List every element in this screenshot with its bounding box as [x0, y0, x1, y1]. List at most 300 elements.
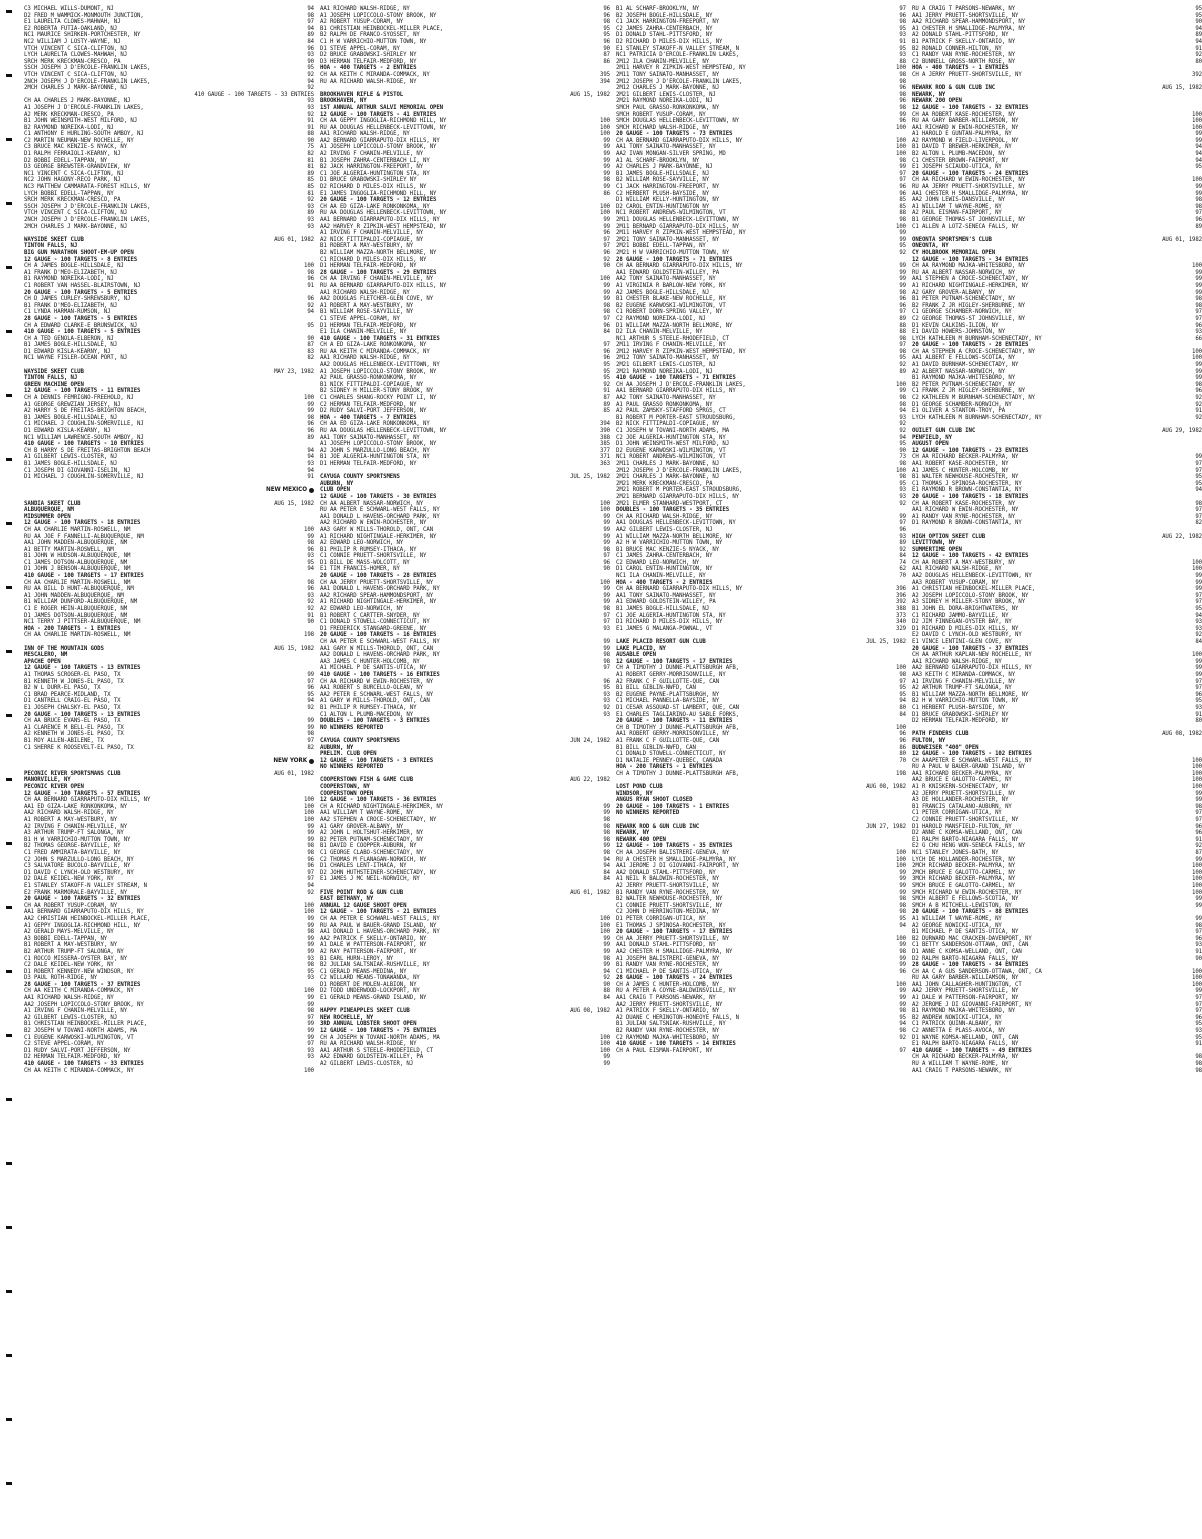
class-and-shooter: CH AA STEPHEN A CROCE-SCHENECTADY, NY [912, 348, 1035, 355]
score: 95 [603, 685, 610, 692]
result-row [616, 520, 906, 527]
result-row [616, 290, 906, 297]
score: 96 [899, 98, 906, 105]
score: 99 [899, 988, 906, 995]
result-row [912, 830, 1202, 837]
score: 97 [603, 665, 610, 672]
result-row [24, 738, 314, 745]
class-and-shooter: CH A JAMES BOGLE-HILLSDALE, NJ [24, 263, 124, 270]
score: 99 [1195, 671, 1202, 678]
result-row [320, 613, 610, 620]
class-and-shooter: RU AA PAUL W BAUER-GRAND ISLAND, NY [320, 922, 437, 929]
score: 94 [603, 968, 610, 975]
result-row [912, 296, 1202, 303]
class-and-shooter: D1 ANNE C KOMSA-WELLAND, ONT, CAN [912, 948, 1022, 955]
heading-text: COOPERSTOWN, NY [320, 784, 370, 791]
class-and-shooter: AA1 BERNARD GIARRAPUTO-DIX HILLS, NY [616, 388, 736, 395]
class-and-shooter: AA1 TONY SAINATO-MANHASSET, NY [320, 434, 420, 441]
score: 100 [896, 124, 906, 131]
class-and-shooter: 2M21 CHARLES J MARK-BAYONNE, NJ [616, 474, 720, 481]
result-row [24, 283, 314, 290]
score: 89 [307, 210, 314, 217]
class-and-shooter: SMCH ALBERT E FELLOWS-SCOTIA, NY [912, 896, 1019, 903]
result-row [912, 131, 1202, 138]
heading-text: 20 GAUGE - 100 TARGETS - 28 ENTRIES [912, 342, 1029, 349]
class-and-shooter: A1 DALE W PATTERSON-FAIRPORT, NY [912, 995, 1019, 1002]
class-and-shooter: C2 ANNETTA E PLASS-AVOCA, NY [912, 1028, 1006, 1035]
class-and-shooter: RU A CHESTER H SMALLIDGE-PALMYRA, NY [616, 856, 736, 863]
result-row [320, 639, 610, 646]
score: 85 [899, 203, 906, 210]
score: 96 [1195, 1014, 1202, 1021]
result-row [616, 105, 906, 112]
result-row [320, 619, 610, 626]
class-and-shooter: D1 KEVIN CALKINS-ILION, NY [912, 322, 999, 329]
class-and-shooter: D3 HERMAN TELFAIR-MEDFORD, NY [320, 58, 417, 65]
class-and-shooter: D1 EDWARD KISLA-KEARNY, NJ [24, 348, 111, 355]
score: 98 [307, 731, 314, 738]
result-row [912, 52, 1202, 59]
class-and-shooter: E1 GERALD MEANS-GRAND ISLAND, NY [320, 995, 427, 1002]
class-and-shooter: D1 JOHN J BENSON-ALBUQUERQUE, NM [24, 566, 131, 573]
class-and-shooter: AA2 PATRICK F SKELLY-ONTARIO, NY [320, 935, 427, 942]
score: 70 [899, 757, 906, 764]
score: 93 [307, 955, 314, 962]
event-date: 410 GAUGE - 100 TARGETS - 33 ENTRIES [194, 91, 314, 98]
score: 100 [600, 1047, 610, 1054]
result-row [24, 26, 314, 33]
score: 98 [307, 414, 314, 421]
event-heading [912, 428, 1202, 435]
class-and-shooter: 2M21 BERNARD GIARRAPUTO-DIX HILLS, NY [616, 493, 739, 500]
result-row [24, 474, 314, 481]
score: 96 [307, 586, 314, 593]
class-and-shooter: AA1 RICHARD WALSH-RIDGE, NY [320, 355, 410, 362]
result-row [616, 725, 906, 732]
class-and-shooter: CH AA PETER E SCHWARL-WEST FALLS, NY [320, 915, 440, 922]
result-row [616, 903, 906, 910]
event-heading [320, 797, 610, 804]
class-and-shooter: D2 RICHARD D MILES-DIX HILLS, NY [320, 184, 427, 191]
result-row [616, 118, 906, 125]
heading-text: LOST POND CLUB [616, 784, 663, 791]
class-and-shooter: D2 EUGENE KARWOSKI-WILMINGTON, VT [616, 447, 726, 454]
result-row [912, 923, 1202, 930]
result-row [912, 501, 1202, 508]
result-row [912, 276, 1202, 283]
score: 99 [899, 236, 906, 243]
result-row [320, 408, 610, 415]
class-and-shooter: SMCH ROBERT YUSUP-CORAM, NY [616, 111, 706, 118]
result-row [24, 942, 314, 949]
result-row [912, 1028, 1202, 1035]
score: 98 [899, 909, 906, 916]
event-date: AUG 15, 1982 [1162, 85, 1202, 92]
score: 99 [603, 170, 610, 177]
score: 84 [899, 711, 906, 718]
class-and-shooter: C1 RANDY VAN RYNE-ROCHESTER, NY [912, 52, 1016, 59]
result-row [320, 59, 610, 66]
score: 97 [1195, 929, 1202, 936]
score: 99 [899, 869, 906, 876]
result-row [320, 388, 610, 395]
heading-text: GREEN MACHINE OPEN [24, 381, 84, 388]
result-row [24, 428, 314, 435]
score: 100 [600, 579, 610, 586]
score: 100 [304, 810, 314, 817]
score: 96 [1195, 691, 1202, 698]
class-and-shooter: B1 JAMES BOGLE-HILLSDALE, NJ [24, 414, 118, 421]
score: 89 [1195, 32, 1202, 39]
result-row [24, 296, 314, 303]
event-date [296, 791, 314, 798]
class-and-shooter: E2 ROBERTA FUTIA-OAKLAND, NJ [24, 25, 118, 32]
event-date [592, 791, 610, 798]
result-row [24, 731, 314, 738]
score: 99 [603, 164, 610, 171]
heading-text: HOA - 400 TARGETS - 1 ENTRIES [912, 65, 1009, 72]
result-row [912, 758, 1202, 765]
event-date [296, 514, 314, 521]
heading-text: 12 GAUGE - 100 TARGETS - 34 ENTRIES [912, 256, 1029, 263]
result-row [912, 679, 1202, 686]
result-row [24, 112, 314, 119]
result-row [320, 217, 610, 224]
heading-text: 410 GAUGE - 100 TARGETS - 5 ENTRIES [24, 329, 141, 336]
class-and-shooter: A2 PAUL GRASSO-RONKONKOMA, NY [320, 375, 417, 382]
class-and-shooter: B2 ALTON L PLUMB-MACEDON, NY [912, 151, 1006, 158]
score: 81 [307, 157, 314, 164]
class-and-shooter: D2 FRED M WAMMICK-MONMOUTH JUNCTION, [24, 12, 144, 19]
result-row [912, 32, 1202, 39]
heading-text: NEWARK 400 OPEN [616, 836, 666, 843]
score: 99 [1195, 896, 1202, 903]
event-date [1184, 448, 1202, 455]
class-and-shooter: A1 GEPPY INGOGLIA-RICHMOND HILL, NY [24, 922, 141, 929]
class-and-shooter: A2 GILBERT LEWIS-CLOSTER, NJ [320, 1061, 414, 1067]
heading-text: NEWARK ROD & GUN CLUB INC [616, 823, 700, 830]
result-row [320, 428, 610, 435]
class-and-shooter: A1 JAMES C HUNTER-HOLCOMB, NY [912, 467, 1009, 474]
score: 93 [307, 460, 314, 467]
result-row [912, 184, 1202, 191]
margin-mark [6, 778, 12, 781]
class-and-shooter: C1 STEVE APPEL-CORAM, NY [320, 315, 400, 322]
score: 100 [1192, 784, 1202, 791]
class-and-shooter: AA3 KEITH C MIRANDA-COMMACK, NY [912, 671, 1016, 678]
result-row [912, 217, 1202, 224]
event-date [592, 494, 610, 501]
class-and-shooter: AA2 CHRISTIAN HEINBOCKEL-MILLER PLACE, [24, 915, 151, 922]
class-and-shooter: D1 JAMES DOTSON-ALBUQUERQUE, NM [24, 612, 128, 619]
result-row [320, 13, 610, 20]
score: 100 [1192, 889, 1202, 896]
event-date [296, 375, 314, 382]
class-and-shooter: CH AA JERRY PRUETT-SHORTSVILLE, NY [320, 579, 434, 586]
score: 100 [1192, 652, 1202, 659]
score: 99 [307, 408, 314, 415]
score: 99 [899, 230, 906, 237]
result-row [320, 26, 610, 33]
score: 86 [899, 744, 906, 751]
result-row [24, 13, 314, 20]
class-and-shooter: AA2 STEPHEN A CROCE-SCHENECTADY, NY [320, 817, 437, 824]
result-row [912, 283, 1202, 290]
event-date [1184, 65, 1202, 72]
score: 392 [896, 599, 906, 606]
result-row [320, 296, 610, 303]
heading-text: 410 GAUGE - 100 TARGETS - 71 ENTRIES [616, 375, 736, 382]
score: 97 [307, 876, 314, 883]
result-row [24, 454, 314, 461]
class-and-shooter: B1 JOSEPH ZAHRA-CENTERBACH LI, NY [320, 157, 430, 164]
class-and-shooter: A1 BETTY MARTIN-ROSWELL, NM [24, 546, 114, 553]
score: 95 [899, 243, 906, 250]
event-heading [912, 92, 1202, 99]
result-row [912, 639, 1202, 646]
class-and-shooter: A1 RICHARD NIGHTINGALE-HERKIMER, NY [320, 599, 437, 606]
result-row [24, 540, 314, 547]
score: 100 [304, 263, 314, 270]
score: 100 [1192, 968, 1202, 975]
event-date [592, 751, 610, 758]
event-date [888, 659, 906, 666]
score: 94 [1195, 487, 1202, 494]
score: 92 [307, 85, 314, 92]
score: 99 [603, 526, 610, 533]
class-and-shooter: RU AA GARY BARBER-WILLIAMSON, NY [912, 975, 1019, 982]
event-heading [24, 237, 314, 244]
class-and-shooter: AA2 RICHARD SPEAR-HAMMONDSPORT, NY [912, 19, 1026, 26]
class-and-shooter: AA1 ROBERT GERRY-MORRISONVILLE, NY [616, 731, 730, 738]
class-and-shooter: D1 RICHARD D MILES-DIX HILLS, NY [912, 625, 1019, 632]
result-row [616, 125, 906, 132]
score: 91 [307, 282, 314, 289]
heading-text: ANNUAL 12 GAUGE SHOOT OPEN [320, 902, 407, 909]
class-and-shooter: RU AA BILL D HUNT-ALBUQUERQUE, NM [24, 586, 134, 593]
score: 99 [307, 718, 314, 725]
class-and-shooter: A1 JOSEPH LOPICCOLO-STONY BROOK, NY [320, 368, 437, 375]
class-and-shooter: A1 JOSEPH LOPICCOLO-STONY BROOK, NY [320, 441, 437, 448]
result-row [912, 804, 1202, 811]
class-and-shooter: AA1 CHESTER H SMALLIDGE-PALMYRA, NY [912, 190, 1029, 197]
class-and-shooter: B2 RAYMOND NOREIKA-LODI, NJ [24, 124, 114, 131]
score: 99 [1195, 988, 1202, 995]
class-and-shooter: SMCH A B MITCHELL-LEWISTON, NY [912, 902, 1012, 909]
score: 99 [1195, 276, 1202, 283]
heading-text: NO WINNERS REPORTED [320, 764, 384, 771]
result-row [616, 158, 906, 165]
result-row [616, 468, 906, 475]
event-date [296, 652, 314, 659]
score: 99 [899, 111, 906, 118]
score: 96 [1195, 322, 1202, 329]
result-row [320, 204, 610, 211]
class-and-shooter: 2M12 JOSEPH J D'ERCOLE-FRANKLIN LAKES, [616, 467, 743, 474]
heading-text: 28 GAUGE - 100 TARGETS - 84 ENTRIES [912, 962, 1029, 969]
score: 100 [1192, 863, 1202, 870]
score: 97 [307, 737, 314, 744]
score: 97 [899, 520, 906, 527]
class-and-shooter: C1 ANTHONY E HURLING-SOUTH AMBOY, NJ [24, 131, 144, 138]
class-and-shooter: RU AA JOE F FANNELLI-ALBUQUERQUE, NM [24, 533, 144, 540]
result-row [616, 771, 906, 778]
class-and-shooter: D1 WAYNE KOMSA-WELLAND, ONT, CAN [912, 1034, 1019, 1041]
score: 98 [899, 91, 906, 98]
result-row [616, 177, 906, 184]
class-and-shooter: B2 EUGENE KARWOSKI-WILMINGTON, VT [616, 302, 726, 309]
event-date [1184, 494, 1202, 501]
class-and-shooter: AA2 HARVEY R ZIPKIN-WEST HEMPSTEAD, NY [320, 223, 447, 230]
class-and-shooter: B2 ANDREW NOWICKI-UTICA, NY [912, 1014, 1002, 1021]
class-and-shooter: B2 NICK FITTIPALDI-COPIAGUE, NY [616, 421, 720, 428]
event-heading [616, 804, 906, 811]
score: 93 [899, 52, 906, 59]
result-row [24, 144, 314, 151]
result-row [912, 797, 1202, 804]
class-and-shooter: D1 CAROL ENTIN-HUNTINGTON, NY [616, 566, 713, 573]
result-row [320, 850, 610, 857]
score: 90 [307, 335, 314, 342]
result-row [912, 329, 1202, 336]
class-and-shooter: C2 KATHLEEN M BURNHAM-SCHENECTADY, NY [912, 395, 1035, 402]
result-row [24, 197, 314, 204]
class-and-shooter: B1 EARL HURN-LEROY, NY [320, 955, 394, 962]
result-row [24, 342, 314, 349]
result-row [320, 355, 610, 362]
result-row [24, 534, 314, 541]
score: 98 [899, 1028, 906, 1035]
score: 99 [1195, 375, 1202, 382]
class-and-shooter: CH A DENNIS FEMRIGNO-FREEHOLD, NJ [24, 395, 134, 402]
score: 93 [1195, 625, 1202, 632]
heading-text: 20 GAUGE - 100 TARGETS - 1 ENTRIES [616, 803, 730, 810]
score: 99 [603, 533, 610, 540]
result-row [320, 626, 610, 633]
heading-text: HOA - 200 TARGETS - 1 ENTRIES [24, 625, 121, 632]
result-row [320, 230, 610, 237]
event-date [888, 797, 906, 804]
score: 95 [899, 45, 906, 52]
margin-mark [6, 330, 12, 333]
event-date [592, 903, 610, 910]
result-row [320, 125, 610, 132]
score: 97 [899, 342, 906, 349]
class-and-shooter: LYCH BOBBI EDELL-TAPPAN, NY [24, 190, 114, 197]
score: 98 [603, 817, 610, 824]
score: 100 [600, 922, 610, 929]
score: 91 [307, 118, 314, 125]
score: 83 [307, 348, 314, 355]
score: 99 [603, 843, 610, 850]
result-row [616, 606, 906, 613]
result-row [912, 158, 1202, 165]
result-row [24, 843, 314, 850]
score: 96 [603, 348, 610, 355]
score: 99 [899, 282, 906, 289]
event-date [296, 257, 314, 264]
result-row [24, 151, 314, 158]
result-row [320, 514, 610, 521]
result-row [320, 257, 610, 264]
score: 98 [1195, 500, 1202, 507]
result-row [912, 270, 1202, 277]
score: 99 [899, 942, 906, 949]
result-row [24, 177, 314, 184]
spacer [912, 230, 1202, 237]
result-row [912, 1002, 1202, 1009]
class-and-shooter: B1 DAVID E COOPPER-AUBURN, NY [320, 843, 417, 850]
heading-text: NEWARK ROD & GUN CLUB INC [912, 85, 996, 92]
class-and-shooter: AA1 RICHARD W EWIN-ROCHESTER, NY [912, 124, 1019, 131]
event-heading [616, 784, 906, 791]
class-and-shooter: A1 AL SCHARF-BROOKLYN, NY [616, 157, 700, 164]
class-and-shooter: AA1 ROBERT KASE-ROCHESTER, NY [912, 460, 1009, 467]
class-and-shooter: A1 EDWARD GOLDSTEIN-WILLEY, PA [616, 599, 716, 606]
result-row [912, 224, 1202, 231]
score: 93 [1195, 942, 1202, 949]
class-and-shooter: D1 BRUCE GRABOWSKI-SHIRLEY NY [912, 711, 1009, 718]
result-row [616, 731, 906, 738]
class-and-shooter: RU AA DOUGLAS HELLENBECK-LEVITTOWN, NY [320, 124, 447, 131]
result-row [912, 309, 1202, 316]
class-and-shooter: RU A CRAIG T PARSONS-NEWARK, NY [912, 6, 1016, 12]
result-row [24, 204, 314, 211]
class-and-shooter: A2 RAYMOND W FIELD-LIVERPOOL, NY [912, 137, 1019, 144]
result-row [320, 817, 610, 824]
score: 92 [307, 197, 314, 204]
event-heading [24, 659, 314, 666]
result-row [616, 395, 906, 402]
class-and-shooter: A2 H W VARRICHIO-MUTTON TOWN, NY [616, 540, 723, 547]
score: 97 [307, 1014, 314, 1021]
class-and-shooter: RU AA BERNARD GIARRAPUTO-DIX HILLS, NY [320, 282, 447, 289]
score: 99 [307, 1001, 314, 1008]
event-date [888, 718, 906, 725]
bullet-icon [309, 488, 314, 493]
class-and-shooter: A2 PAUL ZAMSKY-STAFFORD SPRGS, CT [616, 408, 726, 415]
class-and-shooter: B1 NICK FITTIPALDI-COPIAGUE, NY [320, 381, 424, 388]
heading-text: ALBUQUERQUE, NM [24, 507, 74, 514]
score: 93 [307, 592, 314, 599]
result-row [912, 975, 1202, 982]
score: 96 [603, 230, 610, 237]
class-and-shooter: 2M11 BERNARD GIARRAPUTO-DIX HILLS, NY [616, 223, 739, 230]
score: 99 [603, 217, 610, 223]
class-and-shooter: A1 CHRISTIAN HEINBOCKEL-MILLER PLACE, [912, 586, 1035, 593]
result-row [320, 527, 610, 534]
score: 98 [307, 962, 314, 969]
event-date [592, 745, 610, 752]
result-row [24, 850, 314, 857]
score: 89 [899, 540, 906, 547]
heading-text: WINDSOR, NY [616, 790, 653, 797]
class-and-shooter: AA2 RICHARD SPEAR-HAMMONDSPORT, NY [320, 592, 434, 599]
heading-text: 410 GAUGE - 100 TARGETS - 16 ENTRIES [320, 671, 440, 678]
event-heading [320, 112, 610, 119]
result-row [616, 336, 906, 343]
result-row [912, 619, 1202, 626]
heading-text: BROOKHAVEN, NY [320, 98, 367, 105]
score: 95 [603, 32, 610, 39]
result-row [24, 672, 314, 679]
score: 96 [603, 12, 610, 19]
result-row [912, 665, 1202, 672]
spacer [912, 527, 1202, 534]
score: 100 [896, 223, 906, 230]
score: 99 [603, 223, 610, 230]
score: 97 [1195, 315, 1202, 322]
